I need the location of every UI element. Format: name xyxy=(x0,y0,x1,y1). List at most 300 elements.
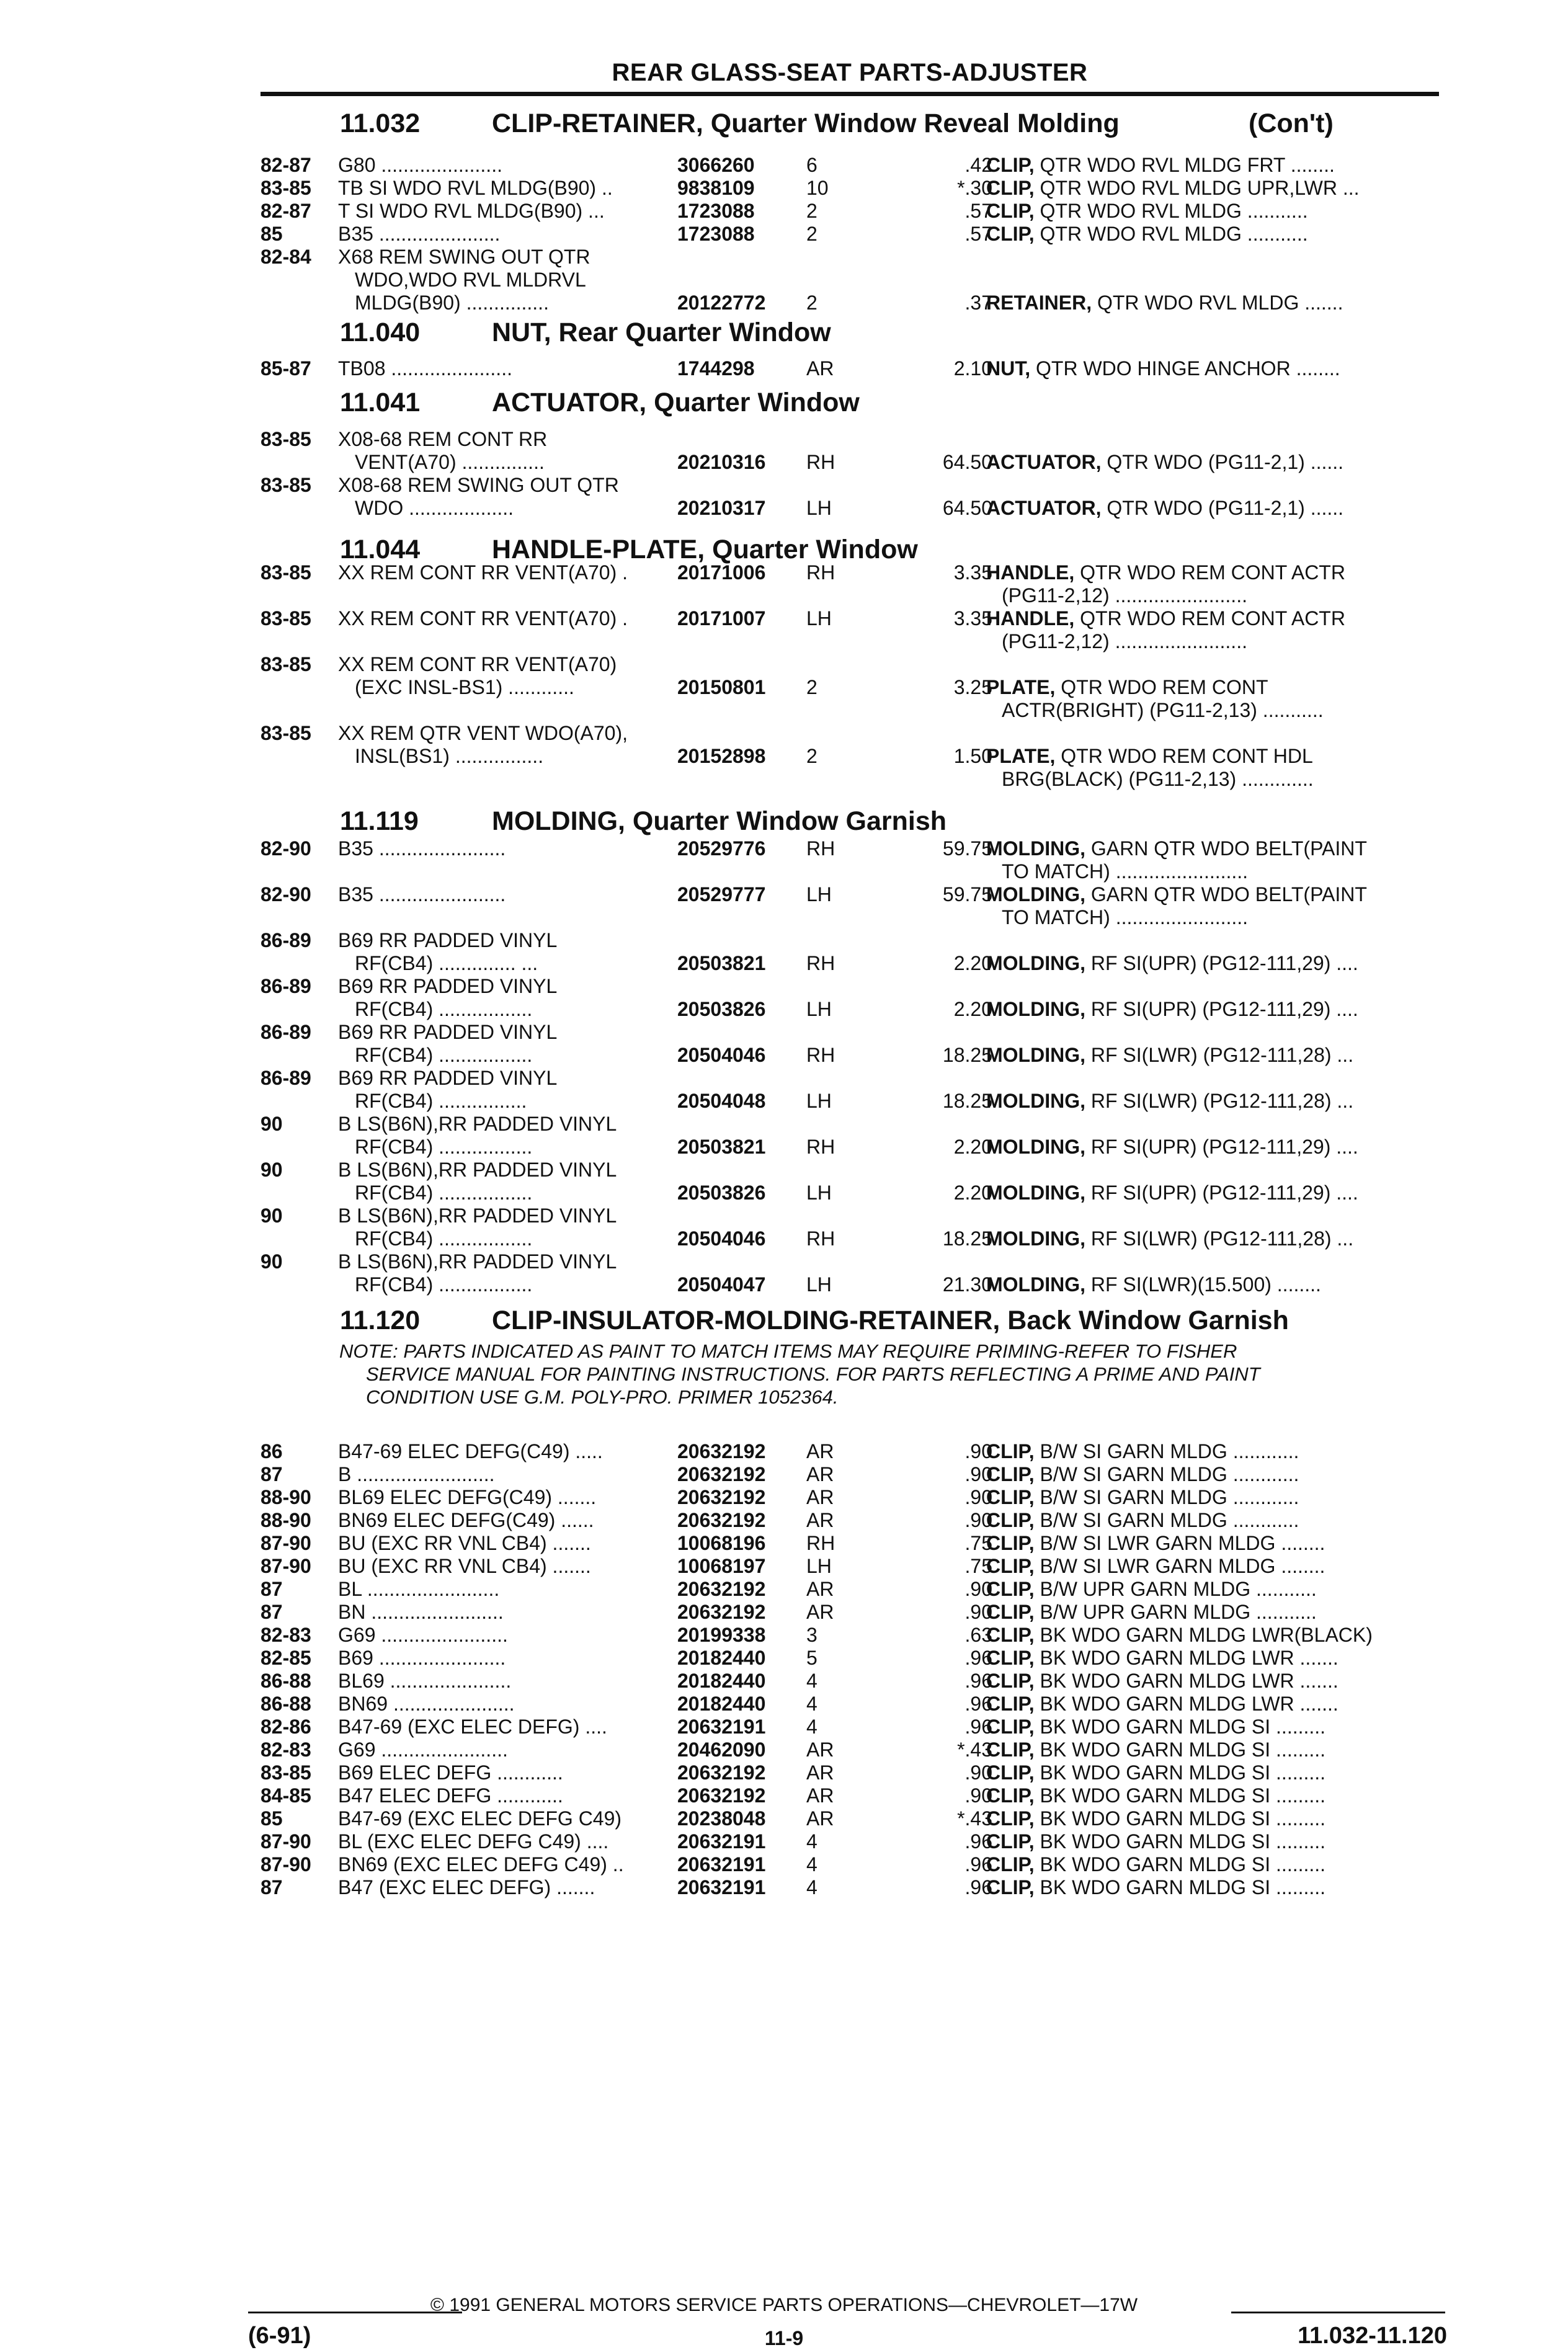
part-name-detail: RF SI(LWR) (PG12-111,28) ... xyxy=(1085,1090,1354,1112)
model-years: 86 xyxy=(261,1440,283,1462)
part-name-detail: B/W SI GARN MLDG ............ xyxy=(1034,1509,1299,1531)
section-note-line: NOTE: PARTS INDICATED AS PAINT TO MATCH ITEMS MAY REQUIRE PRIMING-REFER TO FISHER xyxy=(339,1340,1237,1362)
part-name xyxy=(986,1440,1299,1463)
usage-description: B47-69 (EXC ELEC DEFG) .... xyxy=(338,1716,607,1738)
quantity: LH xyxy=(806,883,832,906)
part-number: 20150801 xyxy=(677,676,766,698)
page-header-title: REAR GLASS-SEAT PARTS-ADJUSTER xyxy=(612,59,1088,86)
price: .37 xyxy=(964,292,992,314)
part-row xyxy=(261,154,1439,179)
part-row xyxy=(261,1578,1439,1603)
part-number: 20632191 xyxy=(677,1876,766,1898)
part-name-detail: TO MATCH) ........................ xyxy=(1002,860,1249,883)
part-number: 3066260 xyxy=(677,154,755,176)
part-name-detail: QTR WDO HINGE ANCHOR ........ xyxy=(1030,357,1340,380)
usage-description: X08-68 REM CONT RR xyxy=(338,428,548,450)
part-number: 20171007 xyxy=(677,607,766,630)
part-name xyxy=(986,1601,1317,1624)
price: 18.25 xyxy=(942,1227,992,1250)
part-name xyxy=(1002,768,1314,791)
price: .90 xyxy=(964,1761,992,1784)
section-title: MOLDING, Quarter Window Garnish xyxy=(492,806,947,836)
price: *.43 xyxy=(957,1738,992,1761)
part-row xyxy=(261,1670,1439,1694)
model-years: 87-90 xyxy=(261,1532,311,1554)
part-name-detail: QTR WDO RVL MLDG ........... xyxy=(1034,223,1308,245)
section-number: 11.040 xyxy=(340,318,421,347)
usage-description: G69 ....................... xyxy=(338,1738,508,1761)
quantity: AR xyxy=(806,1440,834,1462)
quantity: AR xyxy=(806,1784,834,1807)
model-years: 90 xyxy=(261,1250,283,1273)
part-name-keyword: CLIP, xyxy=(986,1738,1035,1761)
price: 2.20 xyxy=(953,998,992,1020)
model-years: 87-90 xyxy=(261,1555,311,1577)
usage-description: B69 RR PADDED VINYL xyxy=(338,1067,558,1089)
model-years: 82-84 xyxy=(261,246,311,268)
part-name xyxy=(986,497,1343,520)
part-name-keyword: CLIP, xyxy=(986,154,1035,176)
usage-description: B35 ....................... xyxy=(338,837,506,860)
model-years: 87 xyxy=(261,1876,283,1898)
part-name-keyword: CLIP, xyxy=(986,1440,1035,1462)
footer-copyright: © 1991 GENERAL MOTORS SERVICE PARTS OPERATIONS—CHEVROLET—17W xyxy=(430,2295,1138,2315)
part-name-detail: BK WDO GARN MLDG SI ......... xyxy=(1034,1853,1326,1876)
part-name-detail: QTR WDO REM CONT HDL xyxy=(1055,745,1313,767)
part-name-keyword: PLATE, xyxy=(986,745,1056,767)
section-number: 11.041 xyxy=(340,388,421,417)
model-years: 82-83 xyxy=(261,1738,311,1761)
model-years: 87 xyxy=(261,1601,283,1623)
part-number: 20182440 xyxy=(677,1693,766,1715)
usage-description: BU (EXC RR VNL CB4) ....... xyxy=(338,1532,591,1554)
part-row xyxy=(261,1227,1439,1252)
part-name-detail: RF SI(LWR) (PG12-111,28) ... xyxy=(1085,1044,1354,1066)
quantity: AR xyxy=(806,1807,834,1830)
usage-description: RF(CB4) ................. xyxy=(355,1182,533,1204)
part-number: 20182440 xyxy=(677,1670,766,1692)
usage-description: BL ........................ xyxy=(338,1578,500,1600)
part-name-detail: BK WDO GARN MLDG SI ......... xyxy=(1034,1876,1326,1898)
part-number: 20504046 xyxy=(677,1227,766,1250)
part-name-detail: (PG11-2,12) ........................ xyxy=(1002,584,1247,607)
part-number: 1744298 xyxy=(677,357,755,380)
part-name xyxy=(986,1463,1299,1486)
quantity: AR xyxy=(806,1601,834,1623)
part-row xyxy=(261,952,1439,977)
part-name-detail: QTR WDO REM CONT xyxy=(1055,676,1268,698)
part-name-detail: B/W SI GARN MLDG ............ xyxy=(1034,1463,1299,1485)
part-name-detail: B/W SI GARN MLDG ............ xyxy=(1034,1486,1299,1508)
quantity: RH xyxy=(806,1044,835,1066)
usage-description: TB08 ...................... xyxy=(338,357,512,380)
part-row xyxy=(261,1876,1439,1901)
part-row xyxy=(261,1486,1439,1511)
model-years: 82-86 xyxy=(261,1716,311,1738)
price: .63 xyxy=(964,1624,992,1646)
model-years: 82-87 xyxy=(261,200,311,222)
model-years: 87-90 xyxy=(261,1830,311,1853)
part-name-keyword: CLIP, xyxy=(986,200,1035,222)
model-years: 86-89 xyxy=(261,975,311,997)
usage-description: RF(CB4) ................. xyxy=(355,998,533,1020)
part-number: 20503821 xyxy=(677,1136,766,1158)
part-name-keyword: MOLDING, xyxy=(986,1273,1085,1296)
part-name xyxy=(986,1136,1358,1159)
part-name xyxy=(1002,630,1247,653)
usage-description: B69 RR PADDED VINYL xyxy=(338,1021,558,1043)
part-row xyxy=(261,860,1439,885)
price: .96 xyxy=(964,1830,992,1853)
part-name-keyword: MOLDING, xyxy=(986,837,1085,860)
price: .90 xyxy=(964,1440,992,1462)
part-number: 20122772 xyxy=(677,292,766,314)
model-years: 82-90 xyxy=(261,837,311,860)
price: .57 xyxy=(964,223,992,245)
part-name-keyword: ACTUATOR, xyxy=(986,497,1102,519)
price: 2.20 xyxy=(953,1136,992,1158)
part-row xyxy=(261,561,1439,586)
part-name-keyword: CLIP, xyxy=(986,1830,1035,1853)
part-name xyxy=(986,998,1358,1021)
quantity: 2 xyxy=(806,745,817,767)
part-name xyxy=(1002,906,1248,929)
part-row xyxy=(261,474,1439,499)
part-row xyxy=(261,768,1439,793)
usage-description: B LS(B6N),RR PADDED VINYL xyxy=(338,1250,617,1273)
part-name xyxy=(986,1486,1299,1509)
part-name-keyword: CLIP, xyxy=(986,1670,1035,1692)
quantity: 2 xyxy=(806,292,817,314)
part-name xyxy=(1002,584,1247,607)
usage-description: B ......................... xyxy=(338,1463,495,1485)
model-years: 85-87 xyxy=(261,357,311,380)
footer-date: (6-91) xyxy=(248,2323,311,2349)
quantity: LH xyxy=(806,998,832,1020)
part-name-keyword: CLIP, xyxy=(986,1509,1035,1531)
quantity: 2 xyxy=(806,223,817,245)
part-name xyxy=(986,1273,1321,1296)
part-name xyxy=(986,292,1343,314)
model-years: 86-88 xyxy=(261,1693,311,1715)
part-number: 20529776 xyxy=(677,837,766,860)
quantity: LH xyxy=(806,607,832,630)
model-years: 83-85 xyxy=(261,653,311,675)
part-name-detail: BK WDO GARN MLDG LWR ....... xyxy=(1034,1693,1339,1715)
section-title: CLIP-RETAINER, Quarter Window Reveal Molding xyxy=(492,109,1120,138)
usage-description: XX REM QTR VENT WDO(A70), xyxy=(338,722,628,744)
price: .96 xyxy=(964,1670,992,1692)
part-name xyxy=(986,1738,1325,1761)
quantity: RH xyxy=(806,1136,835,1158)
part-row xyxy=(261,722,1439,747)
part-row xyxy=(261,269,1439,293)
part-row xyxy=(261,1113,1439,1137)
part-number: 1723088 xyxy=(677,200,755,222)
part-name-detail: BK WDO GARN MLDG SI ......... xyxy=(1034,1716,1326,1738)
model-years: 83-85 xyxy=(261,722,311,744)
quantity: RH xyxy=(806,837,835,860)
usage-description: B69 RR PADDED VINYL xyxy=(338,975,558,997)
part-row xyxy=(261,451,1439,476)
model-years: 82-90 xyxy=(261,883,311,906)
section-number: 11.044 xyxy=(340,535,421,564)
part-row xyxy=(261,676,1439,701)
part-name-keyword: CLIP, xyxy=(986,1761,1035,1784)
usage-description: B69 ....................... xyxy=(338,1647,506,1669)
part-row xyxy=(261,1716,1439,1740)
part-name-detail: QTR WDO RVL MLDG ....... xyxy=(1092,292,1343,314)
section-number: 11.120 xyxy=(340,1306,421,1335)
part-name-detail: QTR WDO RVL MLDG ........... xyxy=(1034,200,1308,222)
quantity: 10 xyxy=(806,177,829,199)
quantity: 2 xyxy=(806,200,817,222)
section-number: 11.032 xyxy=(340,109,421,138)
usage-description: B LS(B6N),RR PADDED VINYL xyxy=(338,1113,617,1135)
part-number: 20199338 xyxy=(677,1624,766,1646)
model-years: 85 xyxy=(261,1807,283,1830)
model-years: 87 xyxy=(261,1578,283,1600)
part-number: 20632192 xyxy=(677,1578,766,1600)
part-row xyxy=(261,1182,1439,1206)
part-row xyxy=(261,1250,1439,1275)
part-row xyxy=(261,292,1439,316)
part-row xyxy=(261,428,1439,453)
part-name-keyword: MOLDING, xyxy=(986,1044,1085,1066)
model-years: 86-89 xyxy=(261,929,311,951)
usage-description: B47 ELEC DEFG ............ xyxy=(338,1784,563,1807)
part-name-detail: BK WDO GARN MLDG LWR(BLACK) xyxy=(1034,1624,1373,1646)
part-row xyxy=(261,1440,1439,1465)
part-name-detail: QTR WDO REM CONT ACTR xyxy=(1074,607,1345,630)
quantity: 4 xyxy=(806,1853,817,1876)
quantity: AR xyxy=(806,1578,834,1600)
usage-description: B47-69 (EXC ELEC DEFG C49) xyxy=(338,1807,622,1830)
part-number: 20152898 xyxy=(677,745,766,767)
footer-section-range: 11.032-11.120 xyxy=(1298,2323,1447,2349)
part-name-detail: (PG11-2,12) ........................ xyxy=(1002,630,1247,652)
part-row xyxy=(261,1555,1439,1580)
usage-description: TB SI WDO RVL MLDG(B90) .. xyxy=(338,177,613,199)
quantity: AR xyxy=(806,1738,834,1761)
model-years: 83-85 xyxy=(261,428,311,450)
part-number: 20171006 xyxy=(677,561,766,584)
usage-description: B47-69 ELEC DEFG(C49) ..... xyxy=(338,1440,603,1462)
model-years: 86-89 xyxy=(261,1021,311,1043)
part-row xyxy=(261,906,1439,931)
part-name xyxy=(986,177,1360,200)
part-name xyxy=(986,1578,1317,1601)
price: .96 xyxy=(964,1647,992,1669)
part-row xyxy=(261,1624,1439,1649)
price: .90 xyxy=(964,1578,992,1600)
quantity: RH xyxy=(806,451,835,473)
model-years: 83-85 xyxy=(261,561,311,584)
price: 64.50 xyxy=(942,451,992,473)
part-name-keyword: MOLDING, xyxy=(986,952,1085,974)
part-row xyxy=(261,584,1439,609)
usage-description: X08-68 REM SWING OUT QTR xyxy=(338,474,619,496)
part-row xyxy=(261,699,1439,724)
part-number: 1723088 xyxy=(677,223,755,245)
part-name-keyword: MOLDING, xyxy=(986,1090,1085,1112)
part-row xyxy=(261,1601,1439,1626)
part-name xyxy=(986,1830,1325,1853)
quantity: 5 xyxy=(806,1647,817,1669)
price: 3.35 xyxy=(953,561,992,584)
part-name xyxy=(986,223,1308,246)
model-years: 83-85 xyxy=(261,1761,311,1784)
part-name xyxy=(986,1784,1325,1807)
price: 2.20 xyxy=(953,1182,992,1204)
price: .96 xyxy=(964,1853,992,1876)
quantity: LH xyxy=(806,1273,832,1296)
usage-description: B35 ...................... xyxy=(338,223,501,245)
part-name-detail: ACTR(BRIGHT) (PG11-2,13) ........... xyxy=(1002,699,1324,721)
model-years: 84-85 xyxy=(261,1784,311,1807)
part-number: 20529777 xyxy=(677,883,766,906)
part-name xyxy=(986,1876,1325,1899)
usage-description: BU (EXC RR VNL CB4) ....... xyxy=(338,1555,591,1577)
model-years: 86-88 xyxy=(261,1670,311,1692)
part-name xyxy=(986,1090,1353,1113)
part-name-detail: BK WDO GARN MLDG SI ......... xyxy=(1034,1830,1326,1853)
price: 18.25 xyxy=(942,1090,992,1112)
price: 21.30 xyxy=(942,1273,992,1296)
usage-description: XX REM CONT RR VENT(A70) xyxy=(338,653,617,675)
price: 3.25 xyxy=(953,676,992,698)
quantity: RH xyxy=(806,561,835,584)
model-years: 90 xyxy=(261,1113,283,1135)
part-row xyxy=(261,497,1439,522)
part-name xyxy=(986,1716,1325,1738)
part-name-keyword: CLIP, xyxy=(986,1784,1035,1807)
part-name-keyword: CLIP, xyxy=(986,1693,1035,1715)
price: .96 xyxy=(964,1693,992,1715)
usage-description: MLDG(B90) ............... xyxy=(355,292,549,314)
part-name xyxy=(986,1647,1339,1670)
model-years: 83-85 xyxy=(261,474,311,496)
price: .90 xyxy=(964,1486,992,1508)
part-name xyxy=(986,1555,1325,1578)
part-name-detail: RF SI(UPR) (PG12-111,29) .... xyxy=(1085,1136,1358,1158)
part-name-keyword: CLIP, xyxy=(986,1463,1035,1485)
quantity: 4 xyxy=(806,1670,817,1692)
part-row xyxy=(261,1509,1439,1534)
part-row xyxy=(261,1761,1439,1786)
price: .90 xyxy=(964,1509,992,1531)
section-number: 11.119 xyxy=(340,806,419,836)
part-name-detail: BK WDO GARN MLDG SI ......... xyxy=(1034,1807,1326,1830)
usage-description: RF(CB4) .............. ... xyxy=(355,952,538,974)
usage-description: RF(CB4) ................. xyxy=(355,1273,533,1296)
usage-description: G69 ....................... xyxy=(338,1624,508,1646)
part-name-keyword: ACTUATOR, xyxy=(986,451,1102,473)
part-name-detail: GARN QTR WDO BELT(PAINT xyxy=(1085,837,1367,860)
price: .90 xyxy=(964,1463,992,1485)
part-row xyxy=(261,1067,1439,1092)
part-name-keyword: MOLDING, xyxy=(986,1227,1085,1250)
part-name-detail: QTR WDO RVL MLDG UPR,LWR ... xyxy=(1034,177,1360,199)
part-name-detail: QTR WDO (PG11-2,1) ...... xyxy=(1101,451,1344,473)
quantity: 4 xyxy=(806,1876,817,1898)
model-years: 90 xyxy=(261,1204,283,1227)
section-note-line: CONDITION USE G.M. POLY-PRO. PRIMER 1052364. xyxy=(366,1386,839,1408)
part-name-keyword: PLATE, xyxy=(986,676,1056,698)
part-number: 10068196 xyxy=(677,1532,766,1554)
part-number: 20632192 xyxy=(677,1486,766,1508)
part-name-detail: GARN QTR WDO BELT(PAINT xyxy=(1085,883,1367,906)
section-continued: (Con't) xyxy=(1249,109,1334,138)
part-number: 20503826 xyxy=(677,998,766,1020)
model-years: 83-85 xyxy=(261,177,311,199)
part-name xyxy=(986,200,1308,223)
part-number: 20632191 xyxy=(677,1853,766,1876)
part-row xyxy=(261,653,1439,678)
part-number: 20632192 xyxy=(677,1601,766,1623)
usage-description: RF(CB4) ................. xyxy=(355,1044,533,1066)
part-name xyxy=(986,1182,1358,1204)
header-rule xyxy=(261,92,1439,96)
part-number: 20462090 xyxy=(677,1738,766,1761)
usage-description: X68 REM SWING OUT QTR xyxy=(338,246,590,268)
price: *.30 xyxy=(957,177,992,199)
part-number: 20632191 xyxy=(677,1716,766,1738)
part-name xyxy=(986,1532,1325,1555)
usage-description: XX REM CONT RR VENT(A70) . xyxy=(338,607,628,630)
part-name-keyword: CLIP, xyxy=(986,1532,1035,1554)
quantity: 4 xyxy=(806,1693,817,1715)
part-name-detail: BK WDO GARN MLDG LWR ....... xyxy=(1034,1670,1339,1692)
section-title: CLIP-INSULATOR-MOLDING-RETAINER, Back Window Garnish xyxy=(492,1306,1289,1335)
usage-description: RF(CB4) ................. xyxy=(355,1227,533,1250)
model-years: 82-83 xyxy=(261,1624,311,1646)
part-name-detail: B/W UPR GARN MLDG ........... xyxy=(1034,1601,1317,1623)
part-row xyxy=(261,1807,1439,1832)
price: 3.35 xyxy=(953,607,992,630)
part-name-keyword: HANDLE, xyxy=(986,607,1075,630)
part-name-keyword: CLIP, xyxy=(986,1578,1035,1600)
usage-description: B LS(B6N),RR PADDED VINYL xyxy=(338,1159,617,1181)
price: .75 xyxy=(964,1555,992,1577)
price: .90 xyxy=(964,1784,992,1807)
part-name-detail: TO MATCH) ........................ xyxy=(1002,906,1249,928)
part-name xyxy=(986,883,1367,906)
usage-description: WDO,WDO RVL MLDRVL xyxy=(355,269,586,291)
part-name-detail: RF SI(LWR)(15.500) ........ xyxy=(1085,1273,1321,1296)
part-name-keyword: CLIP, xyxy=(986,1486,1035,1508)
section-note-line: SERVICE MANUAL FOR PAINTING INSTRUCTIONS. FOR PARTS REFLECTING A PRIME AND PAINT xyxy=(366,1363,1260,1385)
part-number: 20210316 xyxy=(677,451,766,473)
part-row xyxy=(261,1021,1439,1046)
usage-description: B69 RR PADDED VINYL xyxy=(338,929,558,951)
part-row xyxy=(261,1738,1439,1763)
part-name-keyword: MOLDING, xyxy=(986,998,1085,1020)
part-row xyxy=(261,223,1439,247)
quantity: AR xyxy=(806,357,834,380)
part-row xyxy=(261,1830,1439,1855)
part-name xyxy=(986,1624,1373,1647)
price: .96 xyxy=(964,1716,992,1738)
quantity: RH xyxy=(806,1227,835,1250)
quantity: AR xyxy=(806,1509,834,1531)
part-name-detail: RF SI(UPR) (PG12-111,29) .... xyxy=(1085,998,1358,1020)
part-name-keyword: CLIP, xyxy=(986,1647,1035,1669)
part-name-keyword: CLIP, xyxy=(986,1716,1035,1738)
model-years: 87 xyxy=(261,1463,283,1485)
price: .42 xyxy=(964,154,992,176)
usage-description: T SI WDO RVL MLDG(B90) ... xyxy=(338,200,605,222)
